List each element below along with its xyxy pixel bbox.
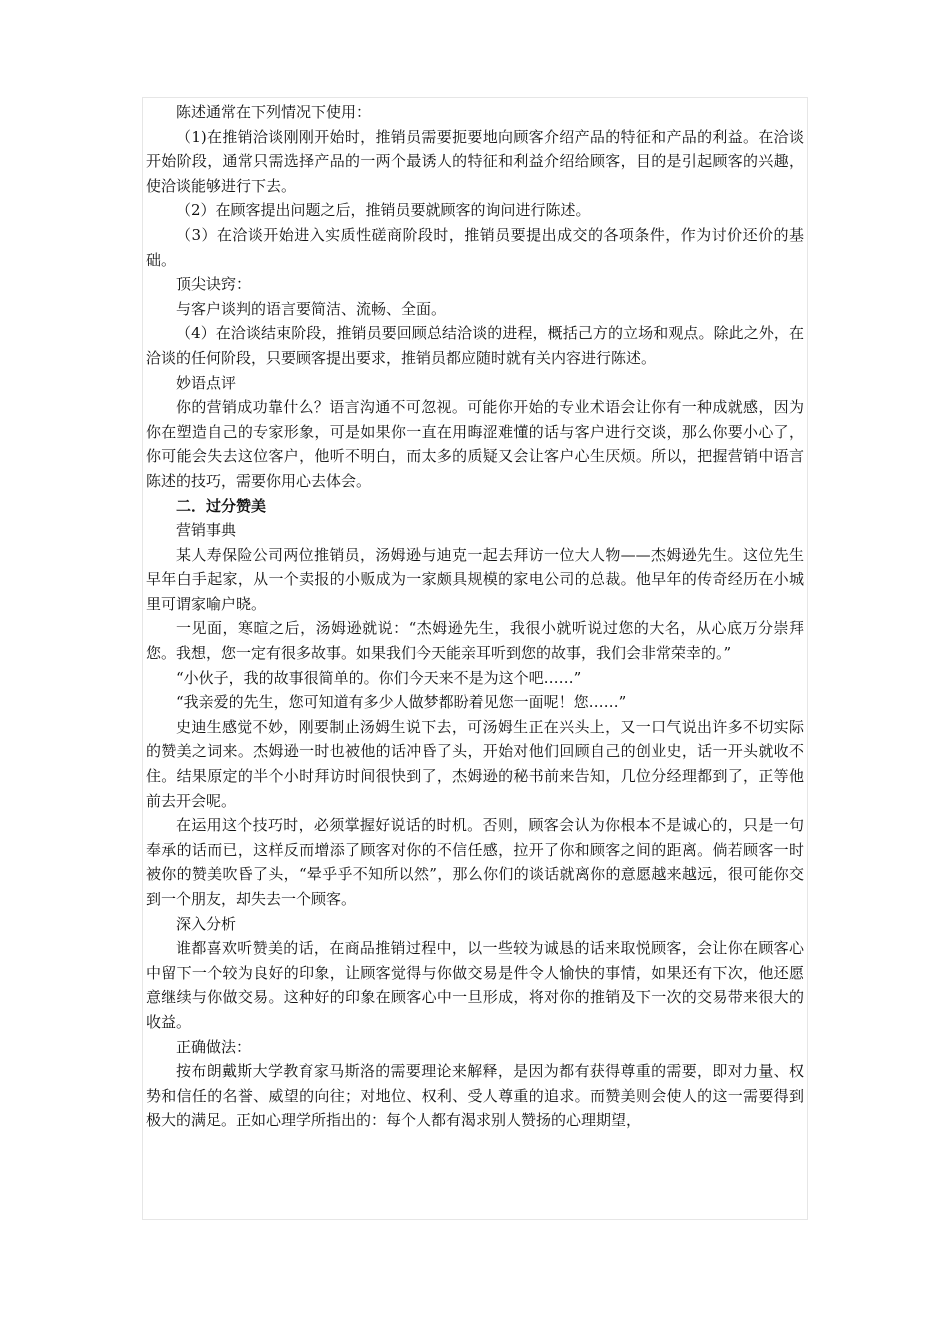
paragraph: 与客户谈判的语言要简洁、流畅、全面。	[176, 299, 447, 318]
paragraph: “我亲爱的先生，您可知道有多少人做梦都盼着见您一面呢！您……”	[176, 693, 627, 712]
paragraph: 谁都喜欢听赞美的话，在商品推销过程中，以一些较为诚恳的话来取悦顾客，会让你在顾客心中留下一个较为良好的印象，让顾客觉得与你做交易是件令人愉快的事情，如果还有下次，他还愿意继续与你做交易。这种好的印象在顾客心中一旦形成，将对你的推销及下一次的交易带来很大的收益。	[146, 939, 804, 1031]
paragraph: 你的营销成功靠什么？语言沟通不可忽视。可能你开始的专业术语会让你有一种成就感，因为你在塑造自己的专家形象，可是如果你一直在用晦涩难懂的话与客户进行交谈，那么你要小心了，你可能会失去这位客户，他听不明白，而太多的质疑又会让客户心生厌烦。所以，把握营销中语言陈述的技巧，需要你用心去体会。	[146, 398, 804, 490]
paragraph: 陈述通常在下列情况下使用：	[176, 103, 372, 121]
paragraph: （1)在推销洽谈刚刚开始时，推销员需要扼要地向顾客介绍产品的特征和产品的利益。在洽谈开始阶段，通常只需选择产品的一两个最诱人的特征和利益介绍给顾客，目的是引起顾客的兴趣，使洽谈能够进行下去。	[146, 127, 804, 195]
paragraph: 按布朗戴斯大学教育家马斯洛的需要理论来解释，是因为都有获得尊重的需要，即对力量、权势和信任的名誉、威望的向往；对地位、权利、受人尊重的追求。而赞美则会使人的这一需要得到极大的满足。正如心理学所指出的：每个人都有渴求别人赞扬的心理期望，	[146, 1062, 804, 1130]
paragraph: 在运用这个技巧时，必须掌握好说话的时机。否则，顾客会认为你根本不是诚心的，只是一句奉承的话而已，这样反而增添了顾客对你的不信任感，拉开了你和顾客之间的距离。倘若顾客一时被你的赞美吹昏了头，“晕乎乎不知所以然”，那么你们的谈话就离你的意愿越来越远，很可能你交到一个朋友，却失去一个顾客。	[146, 816, 804, 908]
paragraph: 某人寿保险公司两位推销员，汤姆逊与迪克一起去拜访一位大人物——杰姆逊先生。这位先生早年白手起家，从一个卖报的小贩成为一家颇具规模的家电公司的总裁。他早年的传奇经历在小城里可谓家喻户晓。	[146, 545, 804, 613]
subheading: 营销事典	[176, 521, 237, 540]
subheading: 正确做法：	[176, 1037, 252, 1056]
subheading: 妙语点评	[176, 373, 237, 392]
document-page	[142, 97, 808, 1220]
paragraph: 一见面，寒暄之后，汤姆逊就说：“杰姆逊先生，我很小就听说过您的大名，从心底万分崇拜您。我想，您一定有很多故事。如果我们今天能亲耳听到您的故事，我们会非常荣幸的。”	[146, 619, 804, 663]
paragraph: （4）在洽谈结束阶段，推销员要回顾总结洽谈的进程，概括己方的立场和观点。除此之外，在洽谈的任何阶段，只要顾客提出要求，推销员都应随时就有关内容进行陈述。	[146, 324, 804, 367]
paragraph: 史迪生感觉不妙，刚要制止汤姆生说下去，可汤姆生正在兴头上，又一口气说出许多不切实际的赞美之词来。杰姆逊一时也被他的话冲昏了头，开始对他们回顾自己的创业史，话一开头就收不住。结果原定的半个小时拜访时间很快到了，杰姆逊的秘书前来告知，几位分经理都到了，正等他前去开会呢。	[146, 717, 804, 810]
subheading: 深入分析	[176, 914, 237, 933]
section-heading: 二．过分赞美	[176, 496, 267, 515]
paragraph: “小伙子，我的故事很简单的。你们今天来不是为这个吧……”	[176, 668, 582, 687]
paragraph: 顶尖诀窍：	[176, 275, 252, 294]
paragraph: （2）在顾客提出问题之后，推销员要就顾客的询问进行陈述。	[176, 201, 591, 220]
paragraph: （3）在洽谈开始进入实质性磋商阶段时，推销员要提出成交的各项条件，作为讨价还价的基础。	[146, 225, 804, 269]
